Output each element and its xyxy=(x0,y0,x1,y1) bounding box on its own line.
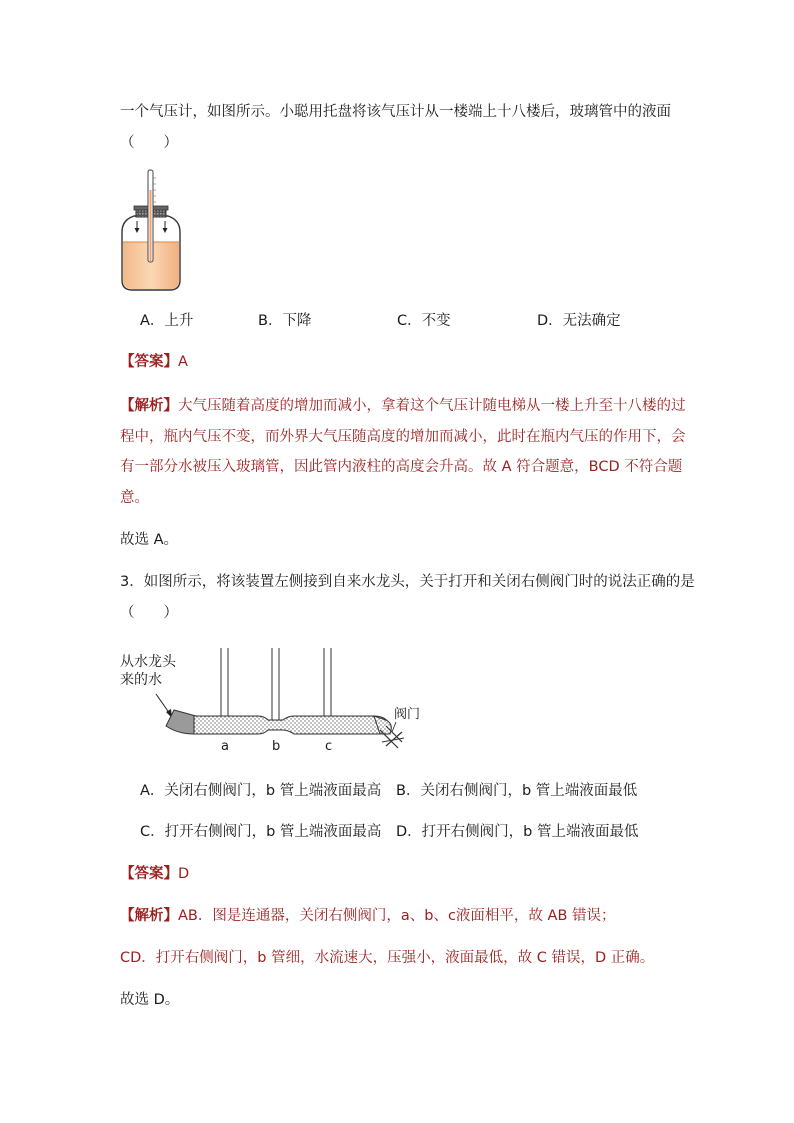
conclusion: 故选 A。 xyxy=(120,532,179,548)
answer-parentheses: （ ） xyxy=(120,605,178,621)
option-b[interactable]: B．下降 xyxy=(258,313,312,329)
analysis-line-1 xyxy=(120,906,616,926)
option-c[interactable]: C．不变 xyxy=(397,313,451,329)
analysis-line-1 xyxy=(120,396,686,416)
analysis-text: 大气压随着高度的增加而减小，拿着这个气压计随电梯从一楼上升至十八楼的过 xyxy=(178,398,686,414)
option-d[interactable]: D．打开右侧阀门，b 管上端液面最低 xyxy=(396,824,639,840)
question-stem: 3．如图所示，将该装置左侧接到自来水龙头，关于打开和关闭右侧阀门时的说法正确的是 xyxy=(120,574,695,590)
answer-line xyxy=(120,352,188,372)
option-b[interactable]: B．关闭右侧阀门，b 管上端液面最低 xyxy=(396,783,638,799)
conclusion: 故选 D。 xyxy=(120,992,180,1008)
answer-value: A xyxy=(178,354,188,370)
valve-label: 阀门 xyxy=(394,707,421,722)
tube-label-a: a xyxy=(221,739,229,754)
option-c[interactable]: C．打开右侧阀门，b 管上端液面最高 xyxy=(140,824,382,840)
source-label-line2: 来的水 xyxy=(120,672,162,688)
answer-parentheses: （ ） xyxy=(120,135,178,151)
tube-label-b: b xyxy=(272,739,281,754)
analysis-line-4: 意。 xyxy=(120,490,149,506)
answer-line xyxy=(120,864,189,884)
answer-tag: 【答案】 xyxy=(120,354,178,370)
analysis-line-2: CD．打开右侧阀门，b 管细，水流速大，压强小，液面最低，故 C 错误，D 正确。 xyxy=(120,950,655,966)
answer-value: D xyxy=(178,866,190,882)
option-a[interactable]: A．关闭右侧阀门，b 管上端液面最高 xyxy=(140,783,382,799)
answer-tag: 【答案】 xyxy=(120,866,178,882)
option-d[interactable]: D．无法确定 xyxy=(537,313,621,329)
venturi-tube-figure xyxy=(118,646,428,756)
analysis-text: AB．图是连通器，关闭右侧阀门，a、b、c液面相平，故 AB 错误； xyxy=(178,908,616,924)
analysis-line-2: 程中，瓶内气压不变，而外界大气压随高度的增加而减小，此时在瓶内气压的作用下，会 xyxy=(120,429,686,445)
analysis-tag: 【解析】 xyxy=(120,398,178,414)
option-a[interactable]: A．上升 xyxy=(140,313,194,329)
source-label-line1: 从水龙头 xyxy=(120,654,176,670)
analysis-tag: 【解析】 xyxy=(120,908,178,924)
question-stem: 一个气压计，如图所示。小聪用托盘将该气压计从一楼端上十八楼后，玻璃管中的液面 xyxy=(120,104,671,120)
analysis-line-3: 有一部分水被压入玻璃管，因此管内液柱的高度会升高。故 A 符合题意，BCD 不符合题 xyxy=(120,459,683,475)
barometer-figure xyxy=(118,168,184,294)
tube-label-c: c xyxy=(325,739,333,754)
